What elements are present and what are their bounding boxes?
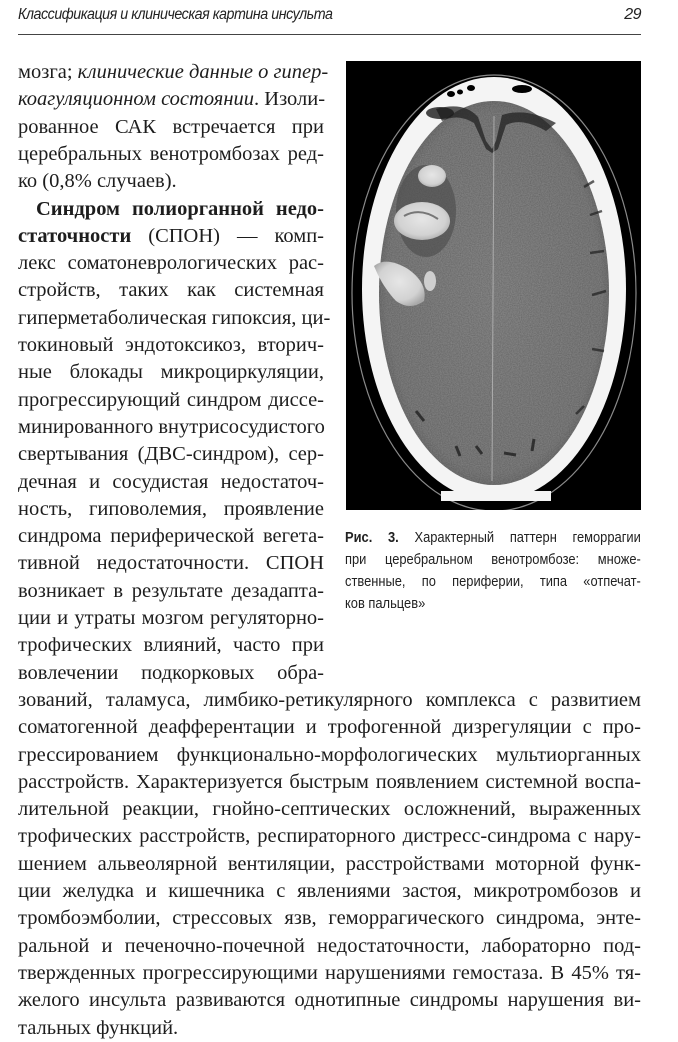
text-segment: ко (0,8% случаев). — [18, 170, 177, 193]
frontal-sinus — [447, 91, 455, 97]
text-line — [18, 742, 641, 769]
text-segment: ные блокады микроциркуляции, — [18, 361, 324, 384]
frontal-sinus — [467, 85, 475, 91]
text-line — [18, 168, 324, 195]
text-segment: стройств, таких как системная — [18, 279, 324, 302]
text-line — [18, 469, 324, 496]
frontal-sinus — [512, 85, 532, 93]
text-segment: шением альвеолярной вентиляции, расстройствами моторной функ- — [18, 852, 641, 875]
text-segment: ции желудка и кишечника с явлениями застоя, микротромбозов и — [18, 880, 641, 902]
text-line — [18, 523, 324, 550]
text-line — [18, 660, 324, 687]
text-segment: церебральных венотромбозах ред- — [18, 142, 324, 165]
bold-term: Синдром полиорганной недо- — [36, 197, 324, 220]
text-segment: свертывания (ДВС-синдром), сер- — [18, 443, 324, 466]
text-segment: рованное САК встречается при — [18, 115, 324, 138]
caption-line: ственные, по периферии, типа «отпечат- — [345, 573, 641, 590]
text-line — [18, 769, 641, 796]
figure-label: Рис. 3. — [345, 529, 399, 546]
text-segment: синдрома периферической вегета- — [18, 525, 324, 548]
text-line — [18, 223, 324, 250]
text-segment: гиперметаболическая гипоксия, ци- — [18, 306, 331, 329]
figure-caption — [345, 527, 641, 615]
hemorrhage-focus — [418, 165, 446, 187]
hemorrhage-focus — [394, 202, 450, 240]
text-line — [18, 1015, 641, 1042]
text-line — [18, 933, 641, 960]
text-line — [18, 414, 324, 441]
text-segment: вовлечении подкорковых обра- — [18, 661, 324, 684]
text-segment: ции и утраты мозгом регуляторно- — [18, 607, 324, 629]
text-segment: ральной и печеночно-почечной недостаточности, лабораторно под- — [18, 934, 641, 957]
header-rule — [18, 34, 641, 35]
italic-text: клинические данные о гипер- — [77, 61, 329, 83]
text-segment: токиновый эндотоксикоз, вторич- — [18, 334, 324, 356]
text-segment: лительной реакции, гнойно-септических осложнений, выраженных — [18, 798, 641, 821]
text-line — [18, 59, 329, 86]
text-segment: соматогенной деафферентации и трофогенной дизрегуляции с про- — [18, 716, 641, 739]
caption-text: Характерный паттерн геморрагии — [398, 529, 641, 546]
text-segment: тивной недостаточности. СПОН — [18, 552, 324, 575]
text-segment: трофических расстройств, респираторного дистресс-синдрома с нару- — [18, 825, 641, 848]
text-line — [18, 496, 324, 523]
running-head — [18, 6, 641, 28]
text-line — [18, 441, 324, 468]
text-line — [18, 196, 324, 223]
text-segment: тромбоэмболии, стрессовых язв, геморрагического синдрома, энте- — [18, 907, 641, 930]
text-line — [18, 114, 324, 141]
ct-scan-image — [346, 61, 641, 510]
text-line — [18, 250, 324, 277]
text-segment: прогрессирующий синдром диссе- — [18, 388, 324, 411]
occipital-bone — [441, 491, 551, 501]
text-line — [18, 905, 641, 932]
text-line — [18, 277, 324, 304]
text-segment: (СПОН) — комп- — [131, 224, 324, 247]
caption-line: ков пальцев» — [345, 595, 426, 612]
bold-term: статочности — [18, 224, 132, 247]
text-segment: грессированием функционально-морфологических мультиорганных — [18, 743, 641, 766]
text-line — [18, 823, 641, 850]
text-line — [18, 796, 641, 823]
text-segment: тальных функций. — [18, 1016, 179, 1039]
text-line — [18, 550, 324, 577]
text-segment: дечная и сосудистая недостаточ- — [18, 470, 324, 493]
text-segment: зований, таламуса, лимбико-ретикулярного комплекса с развитием — [18, 688, 641, 711]
text-line — [18, 687, 641, 714]
page-number: 29 — [624, 6, 641, 23]
text-line — [18, 141, 324, 168]
text-segment: расстройств. Характеризуется быстрым появлением системной воспа- — [18, 770, 641, 793]
text-line — [18, 851, 641, 878]
text-segment: лекс соматоневрологических рас- — [18, 252, 324, 275]
frontal-sinus — [457, 90, 463, 95]
text-line — [18, 714, 641, 741]
text-line — [18, 305, 331, 332]
text-segment: мозга; — [18, 61, 78, 83]
text-line — [18, 332, 324, 359]
ct-scan-figure — [346, 61, 641, 510]
running-title: Классификация и клиническая картина инсульта — [18, 6, 333, 23]
text-line — [18, 359, 324, 386]
text-segment: ность, гиповолемия, проявление — [18, 497, 324, 520]
text-segment: трофических влияний, часто при — [18, 634, 324, 657]
text-line — [18, 578, 324, 605]
text-line — [18, 960, 641, 987]
caption-line — [345, 527, 641, 549]
sulcus — [426, 107, 454, 119]
text-line — [18, 605, 324, 632]
text-segment: минированного внутрисосудистого — [18, 415, 325, 438]
text-segment: твержденных прогрессирующими нарушениями гемостаза. В 45% тя- — [18, 961, 641, 984]
italic-text: коагуляционном состоянии — [18, 88, 255, 111]
caption-line: при церебральном венотромбозе: множе- — [345, 551, 641, 568]
text-line — [18, 878, 641, 905]
text-line — [18, 987, 641, 1014]
text-line — [18, 387, 324, 414]
text-line — [18, 86, 324, 113]
text-segment: желого инсульта развиваются однотипные синдромы нарушения ви- — [18, 989, 641, 1012]
text-segment: . Изоли- — [254, 88, 326, 111]
text-line — [18, 632, 324, 659]
text-segment: возникает в результате дезадапта- — [18, 579, 324, 602]
